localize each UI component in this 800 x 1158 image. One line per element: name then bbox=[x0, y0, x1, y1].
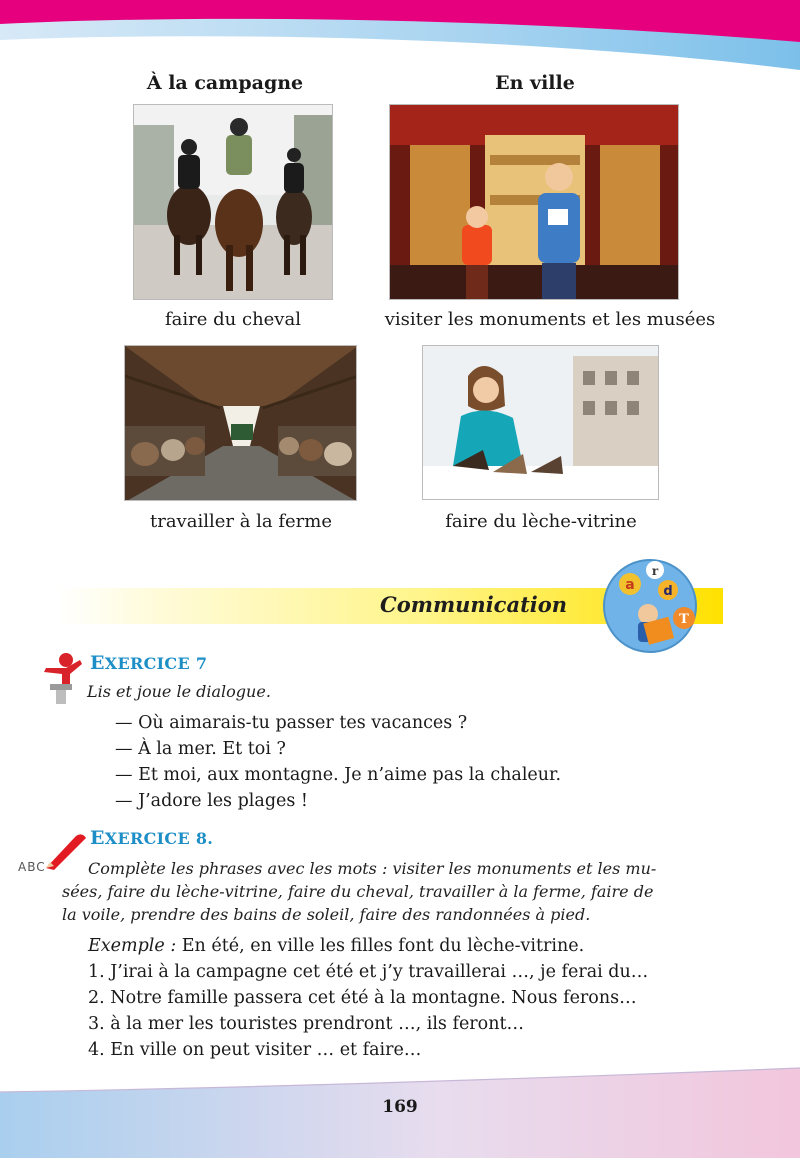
caption-window-shopping: faire du lèche-vitrine bbox=[445, 511, 637, 532]
svg-text:r: r bbox=[651, 564, 659, 578]
heading-countryside: À la campagne bbox=[146, 72, 304, 94]
instruction-line: Complète les phrases avec les mots : visiter les monuments et les mu- bbox=[88, 859, 657, 878]
dialogue-line: — Et moi, aux montagne. Je n’aime pas la chaleur. bbox=[115, 765, 562, 785]
exercise-8-title: EXERCICE 8. bbox=[90, 827, 214, 849]
dialogue-line: — Où aimarais-tu passer tes vacances ? bbox=[115, 713, 468, 733]
example-line bbox=[88, 936, 584, 956]
dialogue-line: — À la mer. Et toi ? bbox=[115, 739, 286, 759]
example-label: Exemple : bbox=[88, 936, 177, 956]
instruction-line: la voile, prendre des bains de soleil, faire des randonnées à pied. bbox=[62, 905, 591, 924]
caption-farm: travailler à la ferme bbox=[149, 511, 333, 532]
caption-horse-riding: faire du cheval bbox=[165, 309, 301, 330]
instruction-line: sées, faire du lèche-vitrine, faire du cheval, travailler à la ferme, faire de bbox=[62, 882, 654, 901]
horse-riding-photo bbox=[133, 104, 333, 300]
dialogue-line: — J’adore les plages ! bbox=[115, 791, 308, 811]
caption-museums: visiter les monuments et les musées bbox=[384, 309, 716, 330]
abc-label: ABC bbox=[18, 860, 46, 874]
svg-text:d: d bbox=[663, 584, 673, 599]
exercise-7-instruction: Lis et joue le dialogue. bbox=[87, 682, 271, 701]
header-decoration bbox=[0, 0, 800, 80]
svg-text:T: T bbox=[679, 612, 689, 627]
cow-barn-photo bbox=[124, 345, 357, 501]
window-shopping-photo bbox=[422, 345, 659, 500]
exercise-item: 4. En ville on peut visiter … et faire… bbox=[88, 1040, 422, 1060]
exercise-7-title: EXERCICE 7 bbox=[90, 652, 208, 674]
heading-city: En ville bbox=[495, 72, 575, 94]
exercise-item: 1. J’irai à la campagne cet été et j’y travaillerai …, je ferai du… bbox=[88, 962, 649, 982]
exercise-item: 2. Notre famille passera cet été à la montagne. Nous ferons… bbox=[88, 988, 637, 1008]
svg-text:a: a bbox=[625, 577, 635, 593]
exercise-item: 3. à la mer les touristes prendront …, ils feront… bbox=[88, 1014, 525, 1034]
page-number: 169 bbox=[382, 1097, 418, 1117]
example-text: En été, en ville les filles font du lèche-vitrine. bbox=[176, 936, 585, 956]
speaker-figure-icon bbox=[40, 650, 84, 704]
communication-title: Communication bbox=[380, 592, 568, 617]
museum-photo bbox=[389, 104, 679, 300]
letters-reading-icon bbox=[600, 554, 700, 654]
exercise-8-instruction bbox=[62, 857, 742, 926]
